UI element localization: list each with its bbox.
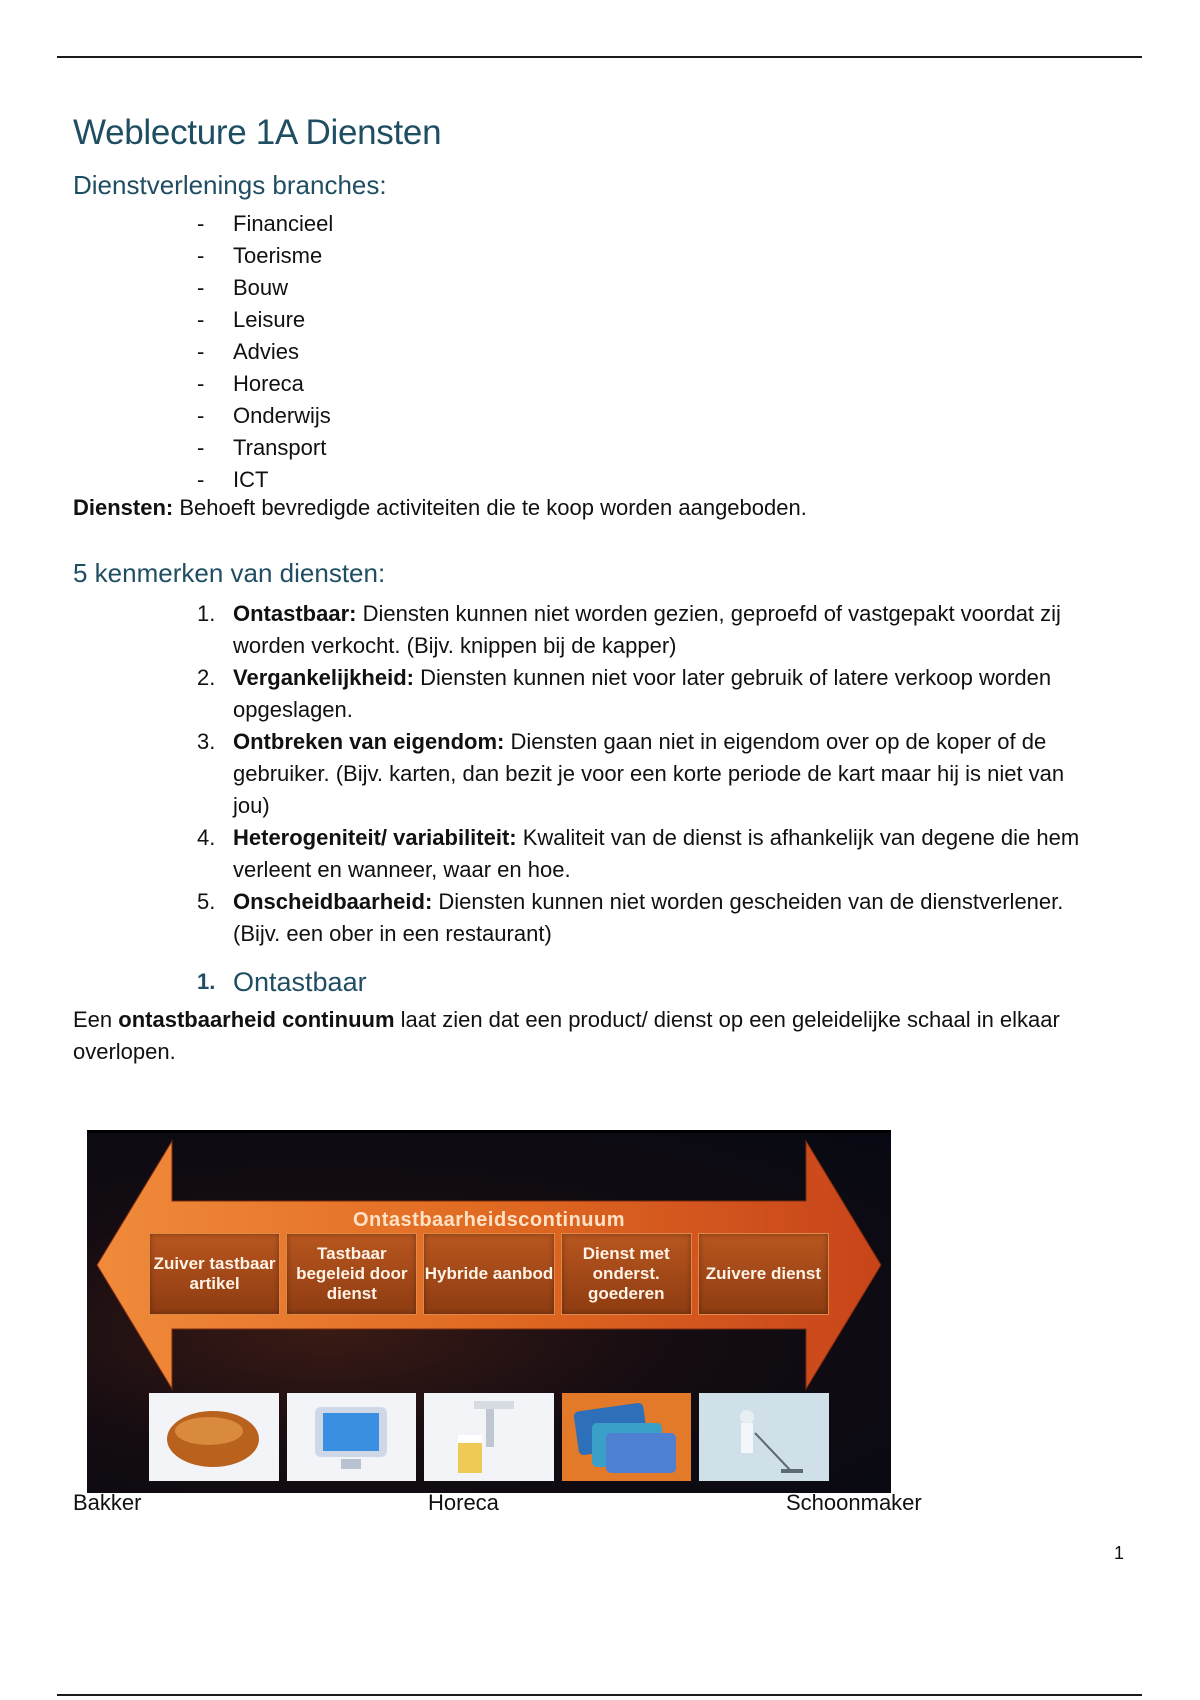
- section-title: Ontastbaar: [233, 967, 367, 997]
- paragraph-text: Een: [73, 1007, 119, 1032]
- definition-term: Diensten:: [73, 495, 174, 520]
- computer-photo: [287, 1393, 417, 1481]
- item-number: 5.: [197, 889, 216, 914]
- kenmerken-heading: 5 kenmerken van diensten:: [73, 558, 386, 588]
- branches-list: [73, 208, 1073, 496]
- list-item: - Financieel: [73, 208, 1073, 240]
- item-term: Onscheidbaarheid:: [233, 889, 433, 914]
- credit-cards-photo: [562, 1393, 692, 1481]
- continuum-box: Dienst met onderst. goederen: [561, 1233, 692, 1315]
- section-1-heading: [73, 960, 1073, 1004]
- item-text: Kwaliteit van de dienst is afhankelijk van degene die hem verleent en wanneer, waar en hoe.: [233, 825, 1080, 882]
- caption-schoonmaker: Schoonmaker: [786, 1490, 922, 1515]
- item-text: Diensten gaan niet in eigendom over op de koper of de gebruiker. (Bijv. karten, dan bezit je voor een korte periode de kart maar hij is niet van jou): [233, 729, 1065, 818]
- branches-heading: Dienstverlenings branches:: [73, 170, 387, 200]
- beer-tap-photo: [424, 1393, 554, 1481]
- list-item: - Horeca: [73, 368, 1073, 400]
- list-item: [73, 822, 1089, 886]
- item-number: 1.: [197, 601, 216, 626]
- top-rule: [57, 56, 1142, 58]
- section-1-paragraph: [73, 1004, 1073, 1068]
- list-item: - Transport: [73, 432, 1073, 464]
- page-title: Weblecture 1A Diensten: [73, 113, 442, 152]
- paragraph-text: laat zien dat een product/ dienst op een geleidelijke schaal in elkaar overlopen.: [73, 1007, 1060, 1064]
- item-number: 3.: [197, 729, 216, 754]
- item-text: Diensten kunnen niet worden gezien, geproefd of vastgepakt voordat zij worden verkocht. (Bijv. knippen bij de kapper): [233, 601, 1061, 658]
- continuum-box: Tastbaar begeleid door dienst: [286, 1233, 417, 1315]
- continuum-boxes: [149, 1233, 829, 1315]
- bottom-rule: [57, 1694, 1142, 1696]
- definition: [73, 492, 1073, 524]
- cleaner-photo: [699, 1393, 829, 1481]
- continuum-box: Hybride aanbod: [423, 1233, 554, 1315]
- list-item: - Advies: [73, 336, 1073, 368]
- paragraph-bold: ontastbaarheid continuum: [118, 1007, 395, 1032]
- list-item: [73, 598, 1089, 662]
- kenmerken-list: [73, 598, 1080, 950]
- list-item: - ICT: [73, 464, 1073, 496]
- list-item: - Bouw: [73, 272, 1073, 304]
- list-item: - Leisure: [73, 304, 1073, 336]
- page-number: 1: [1114, 1543, 1125, 1563]
- continuum-diagram: [87, 1130, 891, 1493]
- section-number: 1.: [197, 969, 216, 994]
- caption-horeca: Horeca: [428, 1490, 499, 1515]
- continuum-photos: [149, 1393, 829, 1481]
- list-item: - Onderwijs: [73, 400, 1073, 432]
- item-term: Ontastbaar:: [233, 601, 357, 626]
- item-term: Vergankelijkheid:: [233, 665, 414, 690]
- document-page: [73, 108, 1080, 1068]
- item-number: 4.: [197, 825, 216, 850]
- continuum-box: Zuiver tastbaar artikel: [149, 1233, 280, 1315]
- item-text: Diensten kunnen niet worden gescheiden van de dienstverlener. (Bijv. een ober in een restaurant): [233, 889, 1064, 946]
- continuum-box: Zuivere dienst: [698, 1233, 829, 1315]
- item-term: Ontbreken van eigendom:: [233, 729, 505, 754]
- continuum-title: Ontastbaarheidscontinuum: [352, 1209, 626, 1231]
- list-item: [73, 886, 1089, 950]
- bread-photo: [149, 1393, 279, 1481]
- item-text: Diensten kunnen niet voor later gebruik of latere verkoop worden opgeslagen.: [233, 665, 1052, 722]
- item-number: 2.: [197, 665, 216, 690]
- definition-text: Behoeft bevredigde activiteiten die te koop worden aangeboden.: [173, 495, 807, 520]
- list-item: - Toerisme: [73, 240, 1073, 272]
- list-item: [73, 662, 1089, 726]
- item-term: Heterogeniteit/ variabiliteit:: [233, 825, 517, 850]
- list-item: [73, 726, 1089, 822]
- caption-bakker: Bakker: [73, 1490, 142, 1515]
